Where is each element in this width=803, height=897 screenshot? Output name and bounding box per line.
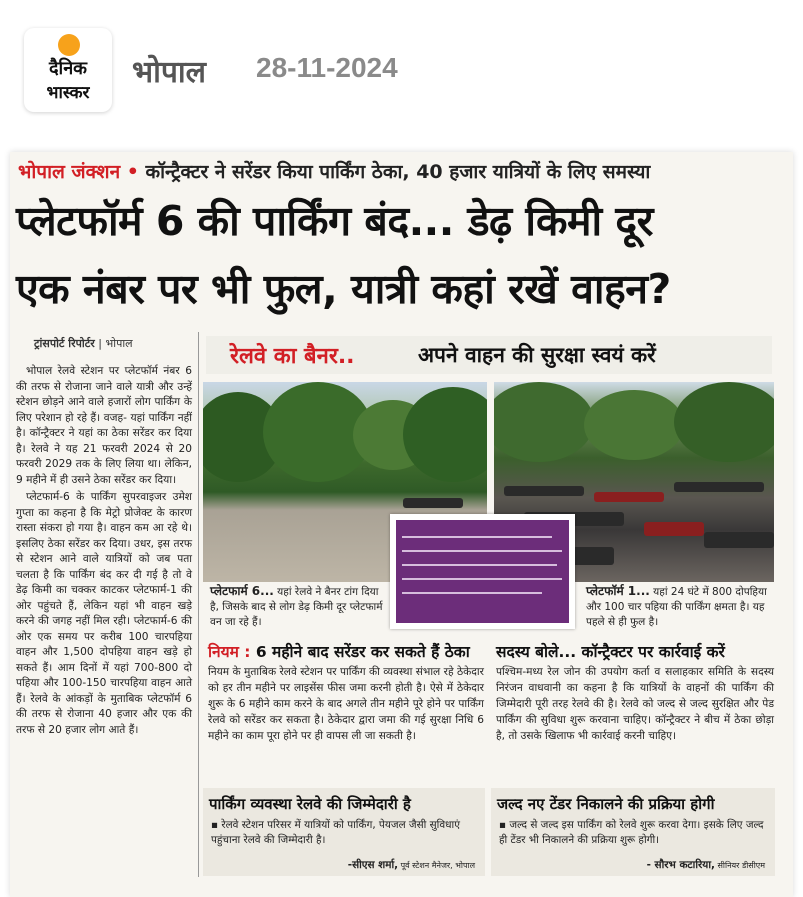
caption-2-title: प्लेटफॉर्म 1...	[586, 584, 650, 598]
caption-1-text: यहां रेलवे ने बैनर टांग दिया है, जिसके बाद से लोग डेढ़ किमी दूर प्लेटफार्म वन जा रहे हैं।	[210, 586, 383, 628]
quote-1-role: पूर्व स्टेशन मैनेजर, भोपाल	[398, 861, 475, 870]
headline-line-2: एक नंबर पर भी फुल, यात्री कहां रखें वाहन?	[16, 265, 671, 313]
quote-2-title: जल्द नए टेंडर निकालने की प्रक्रिया होगी	[497, 795, 715, 813]
banner-text-line	[402, 592, 542, 594]
banner-heading-red: रेलवे का बैनर..	[230, 344, 355, 369]
banner-text-line	[402, 564, 557, 566]
banner-text-line	[402, 536, 552, 538]
byline	[34, 336, 133, 351]
banner-heading-black: अपने वाहन की सुरक्षा स्वयं करें	[418, 343, 656, 367]
vehicle-shape	[704, 532, 774, 548]
photo-caption-platform-1	[586, 584, 774, 630]
byline-reporter: ट्रांसपोर्ट रिपोर्टर	[34, 337, 95, 350]
vehicle-shape	[403, 498, 463, 508]
banner-text-line	[402, 578, 562, 580]
app-header	[0, 0, 803, 142]
column-divider	[198, 332, 199, 877]
quote-2-signature	[647, 858, 765, 872]
article-kicker	[18, 158, 650, 184]
rule-label: नियम :	[208, 643, 256, 661]
kicker-summary: कॉन्ट्रैक्टर ने सरेंडर किया पार्किंग ठेका, 40 हजार यात्रियों के लिए समस्या	[138, 161, 651, 183]
sun-icon	[58, 34, 80, 56]
member-section-heading: सदस्य बोले... कॉन्ट्रैक्टर पर कार्रवाई करें	[496, 643, 725, 661]
story-paragraph-1: भोपाल रेलवे स्टेशन पर प्लेटफॉर्म नंबर 6 की तरफ से रोजाना जाने वाले यात्री और उन्हें स्टेशन छोड़ने आने वाले हजारों लोग पार्किंग के लिए परेशान हो रहे हैं। वजह- यहां पार्किंग नहीं है। कॉन्ट्रैक्टर ने यहां का ठेका सरेंडर कर दिया है। रेलवे ने यह 21 फरवरी 2024 से 20 फरवरी 2029 तक के लिए लिया था। लेकिन, 9 महीने में ही उसने ठेका सरेंडर कर दिया।	[16, 365, 192, 486]
news-article-clipping[interactable]	[10, 152, 793, 897]
dainik-bhaskar-logo[interactable]	[24, 28, 112, 112]
vehicle-shape	[504, 486, 584, 496]
logo-line-2: भास्कर	[46, 83, 90, 103]
rule-heading-text: 6 महीने बाद सरेंडर कर सकते हैं ठेका	[255, 643, 470, 661]
headline-line-1: प्लेटफॉर्म 6 की पार्किंग बंद... डेढ़ किमी दूर	[16, 197, 653, 245]
tree-shape	[494, 382, 594, 462]
edition-city[interactable]: भोपाल	[132, 55, 207, 90]
vehicle-shape	[674, 482, 764, 492]
railway-sign-photo	[390, 514, 575, 629]
kicker-location: भोपाल जंक्शन •	[18, 161, 139, 183]
rule-section-heading	[208, 640, 470, 662]
tree-shape	[403, 387, 487, 482]
quote-2-role: सीनियर डीसीएम	[714, 861, 765, 870]
quote-box-sharma	[203, 788, 485, 876]
quote-1-title: पार्किंग व्यवस्था रेलवे की जिम्मेदारी है	[209, 795, 411, 813]
quote-box-kataria	[491, 788, 775, 876]
photo-caption-platform-6	[210, 584, 390, 630]
member-section-text: पश्चिम-मध्य रेल जोन की उपयोग कर्ता व सलाहकार समिति के सदस्य निरंजन वाधवानी का कहना है कि यात्रियों के वाहनों की पार्किंग की जिम्मेदारी पूरी तरह रेलवे की है। रेलवे को जल्द से जल्द सुरक्षित और पेड पार्किंग की सुविधा शुरू करवाना चाहिए। कॉन्ट्रैक्टर ने बीच में ठेका छोड़ा है, तो उसके खिलाफ भी कार्रवाई करनी चाहिए।	[496, 666, 774, 742]
quote-1-name: -सीएस शर्मा,	[347, 859, 399, 871]
main-story-column	[16, 364, 192, 740]
caption-1-title: प्लेटफार्म 6...	[210, 584, 274, 598]
rule-section-text: नियम के मुताबिक रेलवे स्टेशन पर पार्किंग की व्यवस्था संभाल रहे ठेकेदार को हर तीन महीने पर लाइसेंस फीस जमा करनी होती है। ऐसे में ठेकेदार शुरू के 6 महीने काम करने के बाद अगले तीन महीने पूरे होने पर पार्किंग रेलवे को सरेंडर कर सकता है। ठेकेदार द्वारा जमा की गई सुरक्षा निधि 6 महीने का काम पूरा होने पर ही वापस ली जा सकती है।	[208, 666, 484, 742]
railway-banner-heading	[206, 336, 772, 374]
banner-text-line	[402, 550, 562, 552]
story-paragraph-2: प्लेटफार्म-6 के पार्किंग सुपरवाइजर उमेश गुप्ता का कहना है कि मेट्रो प्रोजेक्ट के कारण रास्ता संकरा हो गया है। वाहन कम आ रहे थे। इसलिए ठेका सरेंडर कर दिया। उधर, इस तरफ से स्टेशन आने वाले यात्रियों को जब पता चलता है कि पार्किंग बंद कर दी गई है तो वे डेढ़ किमी का चक्कर काटकर प्लेटफार्म-1 की ओर पहुंचते हैं, लेकिन यहां भी वाहन खड़े करने की जगह नहीं मिल रही। प्लेटफार्म-6 की ओर एक समय पर करीब 100 चारपहिया वाहन और 1,500 दोपहिया वाहन खड़े हो सकते हैं। आम दिनों में यहां 700-800 दो पहिया और 100-150 चारपहिया वाहन आते हैं। रेलवे के आंकड़ों के मुताबिक प्लेटफॉर्म 6 की तरफ से रोजाना 40 हजार और एक की तरफ से 20 हजार लोग आते हैं।	[16, 491, 192, 736]
quote-1-text: ▪ रेलवे स्टेशन परिसर में यात्रियों को पार्किंग, पेयजल जैसी सुविधाएं पहुंचाना रेलवे की जिम्मेदारी है।	[211, 819, 460, 846]
tree-shape	[584, 390, 684, 460]
logo-line-1: दैनिक	[48, 58, 88, 79]
tree-shape	[674, 382, 774, 462]
quote-2-text: ▪ जल्द से जल्द इस पार्किंग को रेलवे शुरू करवा देगा। इसके लिए जल्द ही टेंडर भी निकालने की प्रक्रिया शुरू होगी।	[499, 819, 764, 846]
byline-separator: |	[94, 337, 106, 350]
caption-2-text: यहां 24 घंटे में 800 दोपहिया और 100 चार पहिया की पार्किंग क्षमता है। यह पहले से ही फुल है।	[586, 586, 767, 628]
quote-2-name: - सौरभ कटारिया,	[646, 859, 715, 871]
byline-place: भोपाल	[105, 337, 133, 350]
quote-1-signature	[348, 858, 475, 872]
vehicle-shape	[644, 522, 704, 536]
edition-date[interactable]: 28-11-2024	[256, 52, 398, 83]
vehicle-shape	[594, 492, 664, 502]
